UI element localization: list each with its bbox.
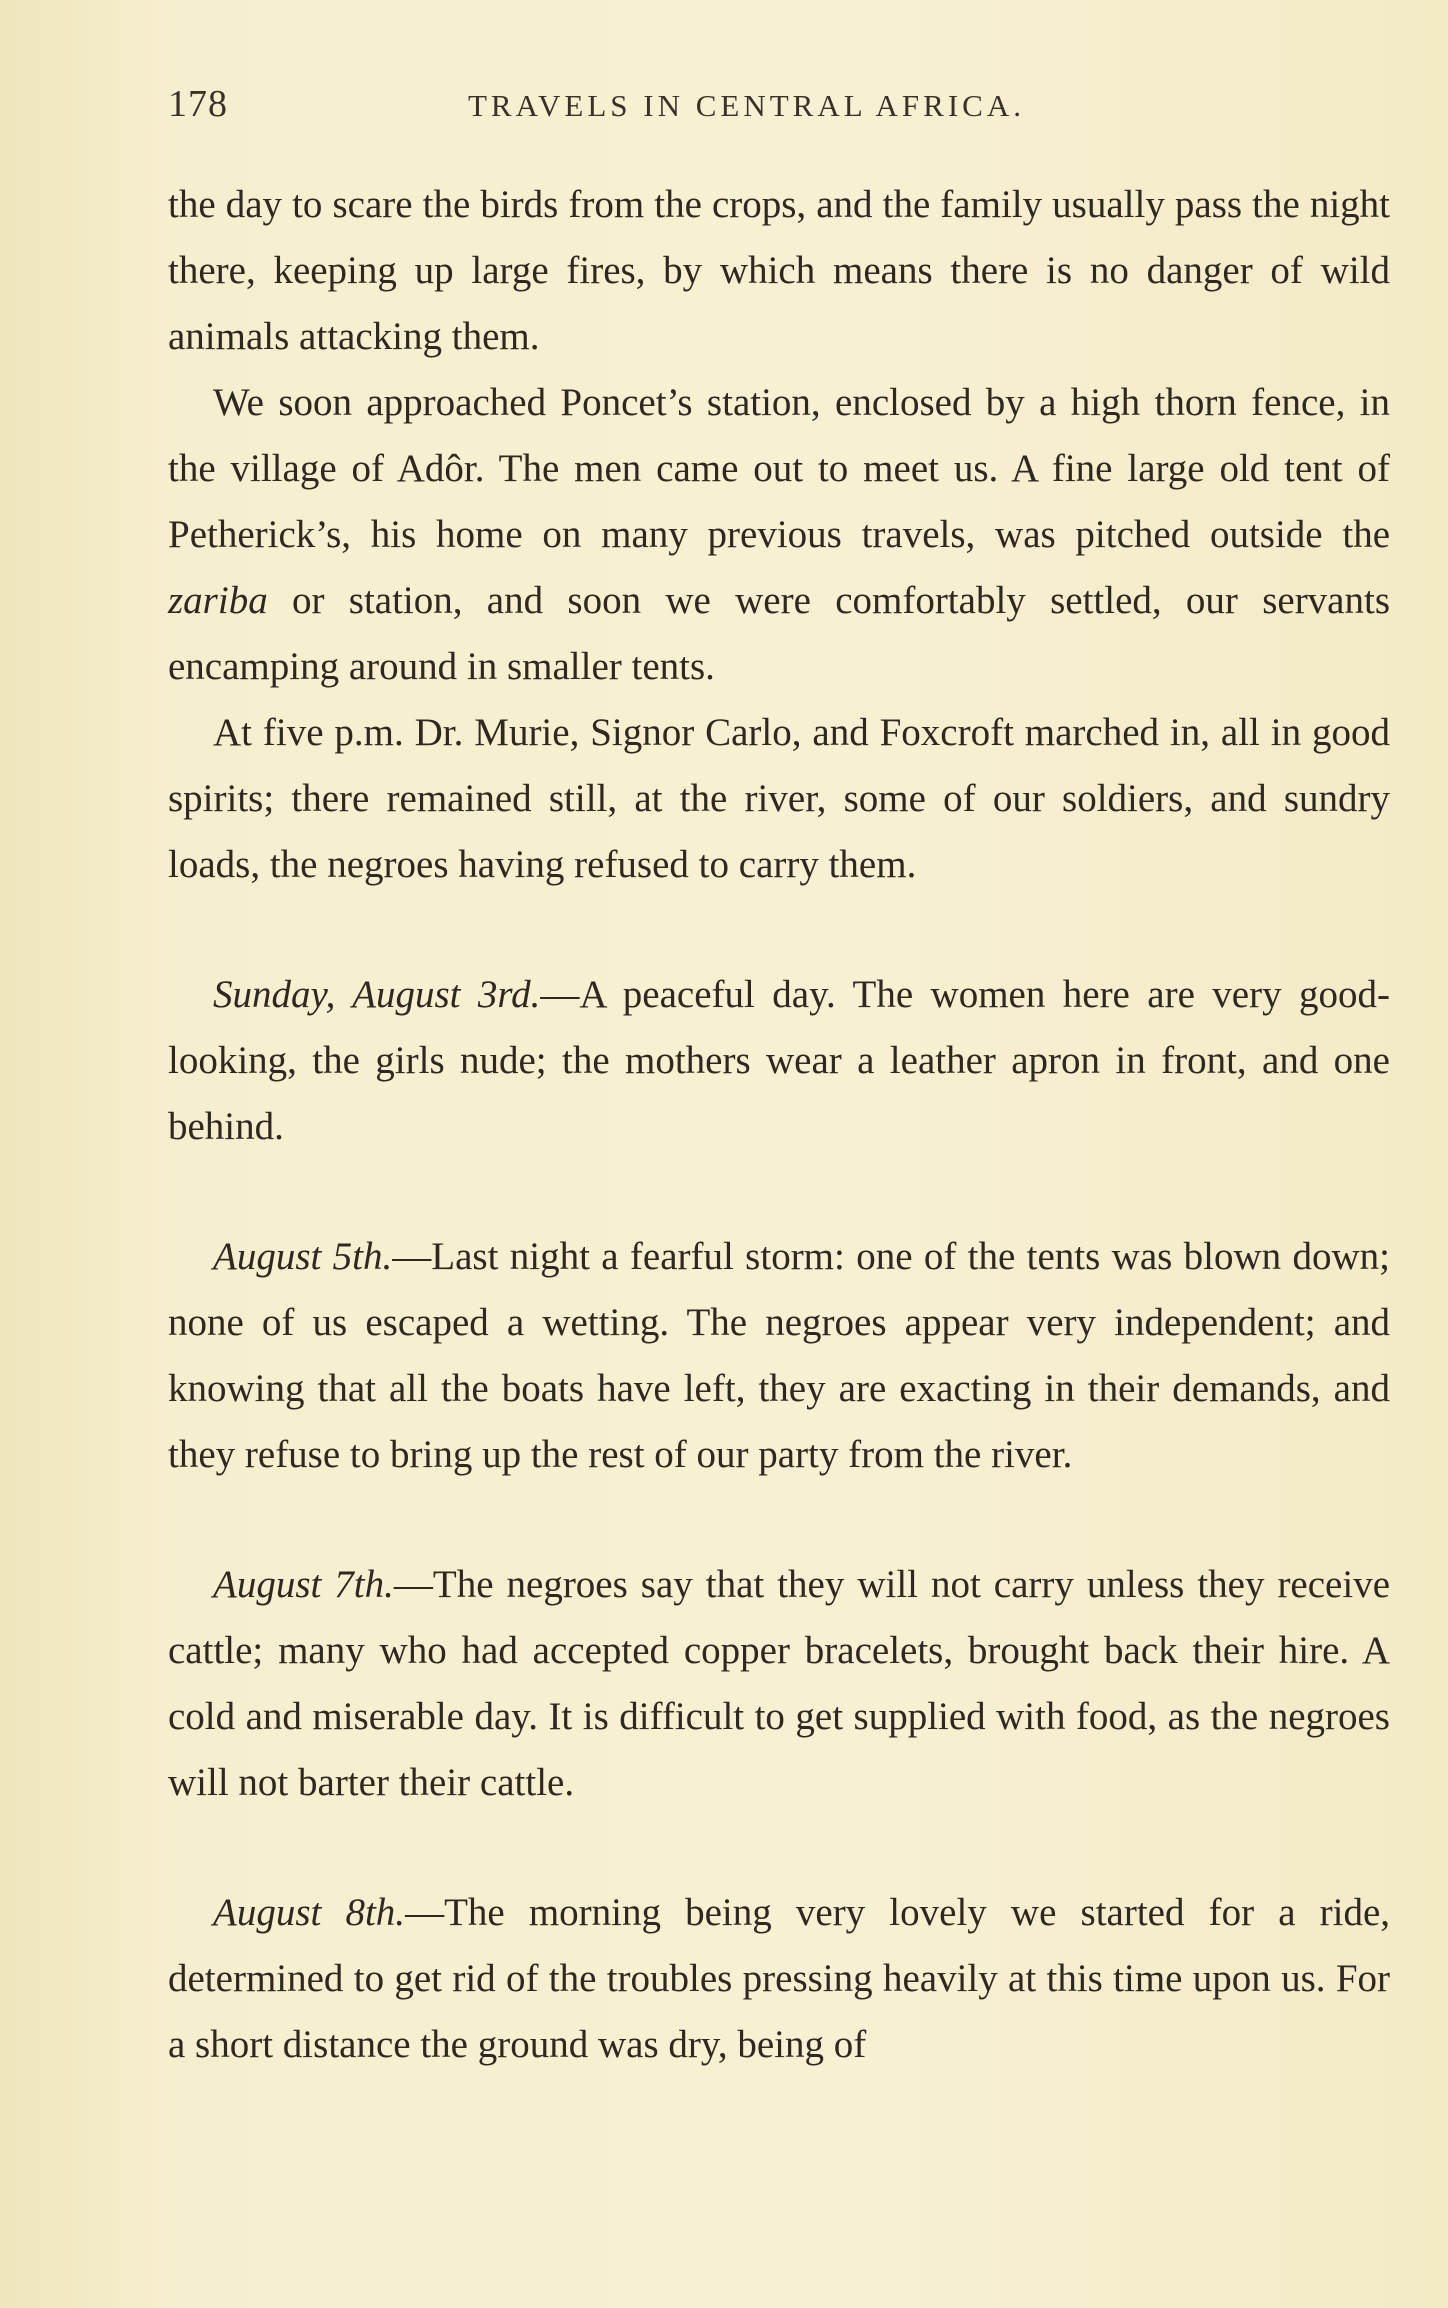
paragraph-text-after: or station, and soon we were comfortably settled, our servants encamping around in smaller tents. (168, 579, 1390, 688)
page-number: 178 (168, 83, 228, 125)
running-head: TRAVELS IN CENTRAL AFRICA. (468, 88, 1025, 123)
diary-entry-august-3 (168, 962, 1390, 1160)
page-header (168, 82, 1388, 142)
diary-entry-august-7 (168, 1552, 1390, 1816)
entry-date: August 8th. (213, 1891, 406, 1934)
paragraph-text: the day to scare the birds from the crops, and the family usually pass the night there, keeping up large fires, by which means there is no danger of wild animals attacking them. (168, 183, 1390, 358)
entry-date: August 7th. (213, 1563, 394, 1606)
italic-term: zariba (168, 579, 268, 622)
paragraph-text: At five p.m. Dr. Murie, Signor Carlo, and Foxcroft marched in, all in good spirits; there remained still, at the river, some of our soldiers, and sundry loads, the negroes having refused to carry them. (168, 711, 1390, 886)
paragraph-text: We soon approached Poncet’s station, enclosed by a high thorn fence, in the village of Adôr. The men came out to meet us. A fine large old tent of Petherick’s, his home on many previous travels, was pitched outside the (168, 381, 1390, 556)
entry-text: —The negroes say that they will not carry unless they receive cattle; many who had accepted copper bracelets, brought back their hire. A cold and miserable day. It is difficult to get supplied with food, as the negroes will not barter their cattle. (168, 1563, 1391, 1804)
entry-text: —The morning being very lovely we started for a ride, determined to get rid of the troubles pressing heavily at this time upon us. For a short distance the ground was dry, being of (168, 1891, 1391, 2066)
paragraph-continuation (168, 172, 1390, 370)
diary-entry-august-5 (168, 1224, 1390, 1488)
paragraph-poncet-station (168, 370, 1390, 700)
body-text (168, 172, 1390, 2078)
entry-date: Sunday, August 3rd. (213, 973, 541, 1016)
paragraph-arrival (168, 700, 1390, 898)
entry-text: —Last night a fearful storm: one of the tents was blown down; none of us escaped a wetting. The negroes appear very independent; and knowing that all the boats have left, they are exacting in their demands, and they refuse to bring up the rest of our party from the river. (168, 1235, 1391, 1476)
diary-entry-august-8 (168, 1880, 1390, 2078)
entry-text: —A peaceful day. The women here are very good-looking, the girls nude; the mothers wear a leather apron in front, and one behind. (168, 973, 1391, 1148)
entry-date: August 5th. (213, 1235, 393, 1278)
